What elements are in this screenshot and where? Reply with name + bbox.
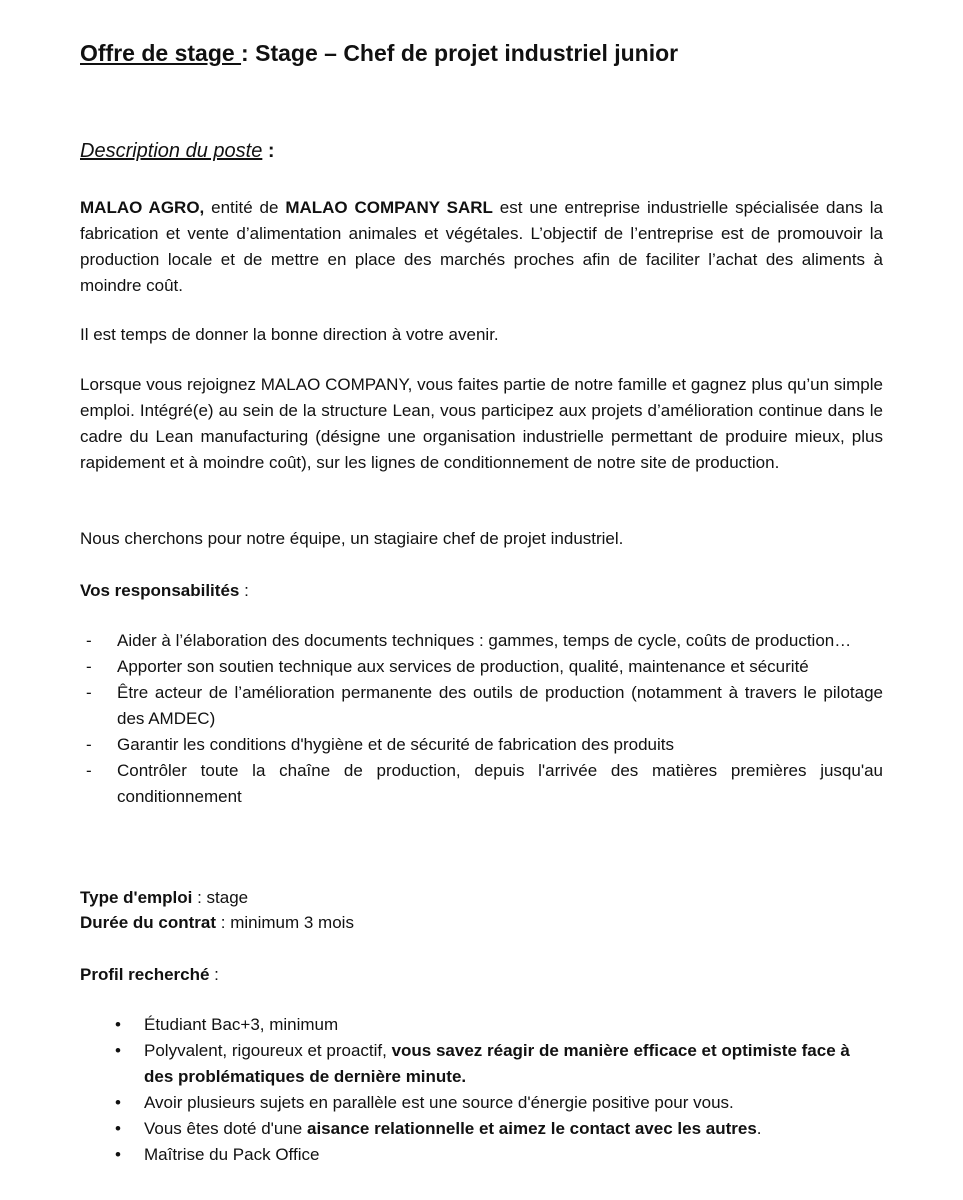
profile-list xyxy=(110,1012,883,1168)
list-item-text: Aider à l’élaboration des documents techniques : gammes, temps de cycle, coûts de production… xyxy=(117,631,852,650)
list-item xyxy=(110,1038,883,1090)
bullet-marker: • xyxy=(115,1145,121,1164)
org-name: MALAO AGRO, xyxy=(80,198,205,217)
list-item-emphasis: vous savez réagir de manière efficace et optimiste face à des problématiques de dernière minute. xyxy=(144,1041,850,1086)
company-name: MALAO COMPANY SARL xyxy=(285,198,493,217)
job-type-label: Type d'emploi xyxy=(80,888,193,907)
responsibilities-heading-colon: : xyxy=(239,581,249,600)
list-item-text: Vous êtes doté d'une xyxy=(144,1119,307,1138)
list-item xyxy=(110,1090,883,1116)
profile-heading-colon: : xyxy=(209,965,219,984)
profile-heading xyxy=(80,962,219,988)
dash-marker: - xyxy=(86,761,92,780)
responsibilities-list xyxy=(80,628,883,810)
list-item xyxy=(80,732,883,758)
job-type xyxy=(80,885,248,911)
list-item xyxy=(110,1012,883,1038)
profile-heading-text: Profil recherché xyxy=(80,965,210,984)
bullet-marker: • xyxy=(115,1119,121,1138)
dash-marker: - xyxy=(86,683,92,702)
list-item xyxy=(80,628,883,654)
job-type-value: : stage xyxy=(192,888,249,907)
list-item xyxy=(110,1142,883,1168)
list-item-emphasis: aisance relationnelle et aimez le contact avec les autres xyxy=(307,1119,757,1138)
list-item-text: Maîtrise du Pack Office xyxy=(144,1145,320,1164)
responsibilities-heading xyxy=(80,578,249,604)
dash-marker: - xyxy=(86,735,92,754)
title-main: Stage – Chef de projet industriel junior xyxy=(255,40,679,66)
description-heading xyxy=(80,140,275,163)
dash-marker: - xyxy=(86,657,92,676)
list-item-text: Polyvalent, rigoureux et proactif, xyxy=(144,1041,392,1060)
contract-duration-label: Durée du contrat xyxy=(80,913,217,932)
list-item xyxy=(110,1116,883,1142)
dash-marker: - xyxy=(86,631,92,650)
list-item-text: Avoir plusieurs sujets en parallèle est une source d'énergie positive pour vous. xyxy=(144,1093,734,1112)
description-paragraph-1 xyxy=(80,195,883,299)
p1-text-2: est une entreprise industrielle spécialisée dans la fabrication et vente d’alimentation animales et végétales. L’objectif de l’entreprise est de promouvoir la production locale et de mettre en place des marchés proches afin de faciliter l’achat des aliments à moindre coût. xyxy=(80,198,883,295)
list-item xyxy=(80,654,883,680)
responsibilities-heading-text: Vos responsabilités xyxy=(80,581,240,600)
title-prefix: Offre de stage xyxy=(80,40,242,66)
p1-text-1: entité de xyxy=(204,198,286,217)
description-paragraph-2: Il est temps de donner la bonne direction à votre avenir. xyxy=(80,325,499,344)
list-item xyxy=(80,680,883,732)
bullet-marker: • xyxy=(115,1093,121,1112)
list-item-text: Apporter son soutien technique aux services de production, qualité, maintenance et sécurité xyxy=(117,657,809,676)
page-title xyxy=(80,40,678,67)
bullet-marker: • xyxy=(115,1015,121,1034)
list-item-text: Étudiant Bac+3, minimum xyxy=(144,1015,339,1034)
description-paragraph-3: Lorsque vous rejoignez MALAO COMPANY, vous faites partie de notre famille et gagnez plus qu’un simple emploi. Intégré(e) au sein de la structure Lean, vous participez aux projets d’amélioration continue dans le cadre du Lean manufacturing (désigne une organisation industrielle permettant de produire mieux, plus rapidement et à moindre coût), sur les lignes de conditionnement de notre site de production. xyxy=(80,375,883,472)
list-item-text: Être acteur de l’amélioration permanente des outils de production (notamment à travers le pilotage des AMDEC) xyxy=(117,683,883,728)
description-heading-text: Description du poste xyxy=(80,140,263,162)
list-item-text: Contrôler toute la chaîne de production, depuis l'arrivée des matières premières jusqu'au conditionnement xyxy=(117,761,883,806)
contract-duration xyxy=(80,910,354,936)
description-heading-colon: : xyxy=(262,140,275,162)
contract-duration-value: : minimum 3 mois xyxy=(216,913,354,932)
list-item-period: . xyxy=(756,1119,762,1138)
title-colon: : xyxy=(241,40,256,66)
description-paragraph-4: Nous cherchons pour notre équipe, un stagiaire chef de projet industriel. xyxy=(80,529,624,548)
bullet-marker: • xyxy=(115,1041,121,1060)
list-item xyxy=(80,758,883,810)
list-item-text: Garantir les conditions d'hygiène et de sécurité de fabrication des produits xyxy=(117,735,675,754)
